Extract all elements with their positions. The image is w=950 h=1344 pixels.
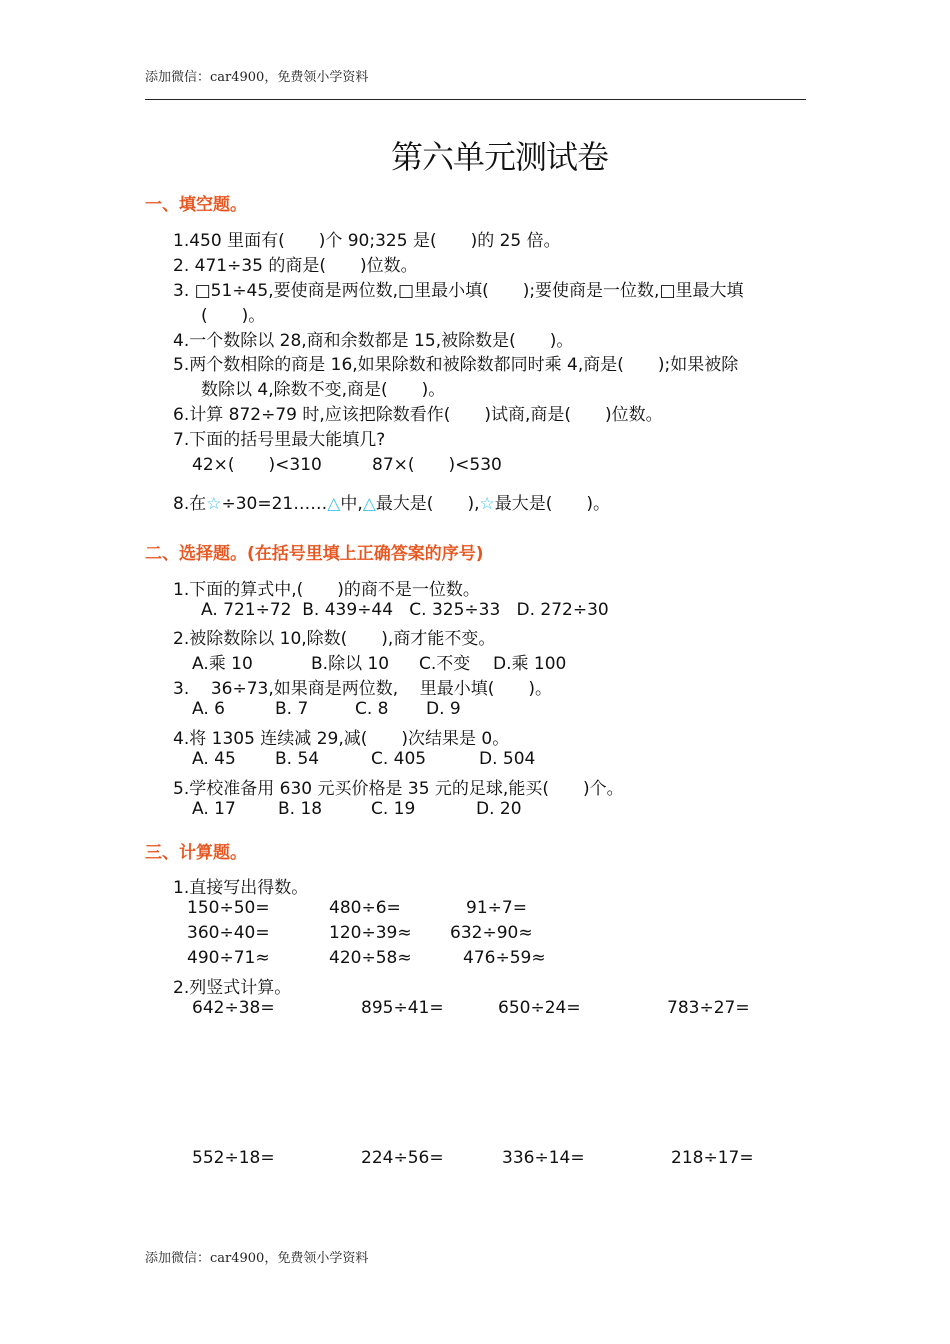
footer-text: 添加微信：car4900，免费领小学资料 xyxy=(145,1251,369,1266)
question-1-4: 4.一个数除以 28,商和余数都是 15,被除数是( )。 xyxy=(173,331,574,351)
question-2-2: 2.被除数除以 10,除数( ),商才能不变。 xyxy=(173,629,496,649)
vertical-calc-item: 552÷18= xyxy=(192,1148,275,1168)
q8-text-1: 8.在 xyxy=(173,494,207,514)
calc-item: 632÷90≈ xyxy=(450,923,533,943)
section-fill-heading: 一、填空题。 xyxy=(145,195,247,215)
question-1-6: 6.计算 872÷79 时,应该把除数看作( )试商,商是( )位数。 xyxy=(173,405,663,425)
vertical-calc-item: 642÷38= xyxy=(192,998,275,1018)
calc-item: 480÷6= xyxy=(329,898,401,918)
page-title: 第六单元测试卷 xyxy=(391,138,609,176)
question-1-3: 3. □51÷45,要使商是两位数,□里最小填( );要使商是一位数,□里最大填 xyxy=(173,281,744,301)
calc-item: 476÷59≈ xyxy=(463,948,546,968)
vertical-calc-item: 218÷17= xyxy=(671,1148,754,1168)
q8-text-5: 最大是( )。 xyxy=(494,494,610,514)
q8-text-3: 中, xyxy=(340,494,363,514)
option-d: D. 9 xyxy=(426,699,461,719)
vertical-calc-item: 650÷24= xyxy=(498,998,581,1018)
question-2-5: 5.学校准备用 630 元买价格是 35 元的足球,能买( )个。 xyxy=(173,779,624,799)
header-text: 添加微信：car4900，免费领小学资料 xyxy=(145,70,369,85)
question-3-2: 2.列竖式计算。 xyxy=(173,978,292,998)
triangle-icon: △ xyxy=(362,494,376,514)
question-1-5-cont: 数除以 4,除数不变,商是( )。 xyxy=(201,380,446,400)
calc-item: 120÷39≈ xyxy=(329,923,412,943)
section-choice-heading: 二、选择题。(在括号里填上正确答案的序号) xyxy=(145,544,484,564)
question-1-7-b: 87×( )<530 xyxy=(372,455,502,475)
question-3-1: 1.直接写出得数。 xyxy=(173,878,309,898)
calc-item: 360÷40= xyxy=(187,923,270,943)
question-1-7-a: 42×( )<310 xyxy=(192,455,322,475)
question-1-5: 5.两个数相除的商是 16,如果除数和被除数都同时乘 4,商是( );如果被除 xyxy=(173,355,739,375)
calc-item: 150÷50= xyxy=(187,898,270,918)
option-b: B. 18 xyxy=(278,799,323,819)
header-rule xyxy=(145,99,806,100)
option-b: B. 54 xyxy=(275,749,320,769)
vertical-calc-item: 895÷41= xyxy=(361,998,444,1018)
vertical-calc-item: 224÷56= xyxy=(361,1148,444,1168)
vertical-calc-item: 783÷27= xyxy=(667,998,750,1018)
option-d: D.乘 100 xyxy=(493,654,567,674)
question-2-1-options: A. 721÷72 B. 439÷44 C. 325÷33 D. 272÷30 xyxy=(201,600,609,620)
option-a: A. 17 xyxy=(192,799,236,819)
q8-text-2: ÷30=21…… xyxy=(221,494,328,514)
calc-item: 420÷58≈ xyxy=(329,948,412,968)
vertical-calc-item: 336÷14= xyxy=(502,1148,585,1168)
option-b: B. 7 xyxy=(275,699,309,719)
question-2-1: 1.下面的算式中,( )的商不是一位数。 xyxy=(173,580,480,600)
question-1-1: 1.450 里面有( )个 90;325 是( )的 25 倍。 xyxy=(173,231,561,251)
option-a: A. 45 xyxy=(192,749,236,769)
question-1-8 xyxy=(173,489,610,514)
section-calc-heading: 三、计算题。 xyxy=(145,843,247,863)
option-a: A. 6 xyxy=(192,699,225,719)
option-b: B.除以 10 xyxy=(311,654,390,674)
star-icon: ☆ xyxy=(206,494,222,514)
calc-item: 490÷71≈ xyxy=(187,948,270,968)
question-1-7: 7.下面的括号里最大能填几? xyxy=(173,430,386,450)
question-1-3-cont: ( )。 xyxy=(201,306,266,326)
option-d: D. 504 xyxy=(479,749,536,769)
option-d: D. 20 xyxy=(476,799,522,819)
option-c: C. 19 xyxy=(371,799,416,819)
option-a: A.乘 10 xyxy=(192,654,253,674)
calc-item: 91÷7= xyxy=(466,898,527,918)
triangle-icon: △ xyxy=(327,494,341,514)
option-c: C. 8 xyxy=(355,699,389,719)
q8-text-4: 最大是( ), xyxy=(375,494,480,514)
star-icon: ☆ xyxy=(479,494,495,514)
question-2-4: 4.将 1305 连续减 29,减( )次结果是 0。 xyxy=(173,729,510,749)
option-c: C. 405 xyxy=(371,749,427,769)
question-2-3: 3. 36÷73,如果商是两位数, 里最小填( )。 xyxy=(173,679,553,699)
option-c: C.不变 xyxy=(419,654,471,674)
question-1-2: 2. 471÷35 的商是( )位数。 xyxy=(173,256,418,276)
